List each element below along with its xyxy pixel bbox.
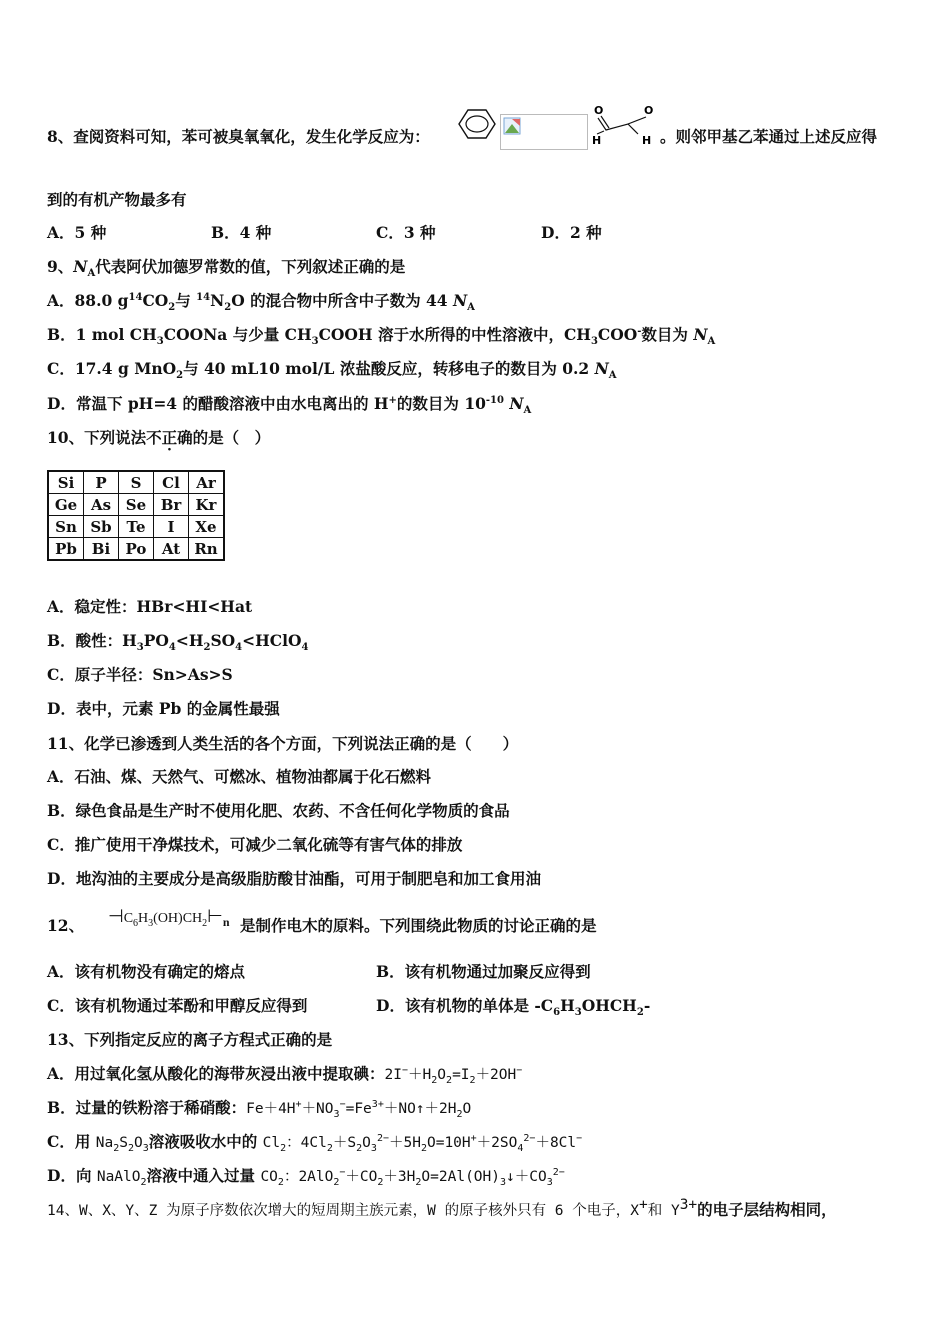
q11-stem: 11、化学已渗透到人类生活的各个方面，下列说法正确的是（ ）: [47, 734, 519, 753]
q11-option-d: D．地沟油的主要成分是高级脂肪酸甘油酯，可用于制肥皂和加工食用油: [47, 869, 541, 888]
q13-option-d: D．向 NaAlO$_2$溶液中通入过量 $CO_2$：$2AlO_2^-+CO_2+3H_2O=2Al(OH)_3↓+CO_3^{2-}$: [47, 1166, 565, 1188]
q9-option-d: D．常温下 pH=4 的醋酸溶液中由水电离出的 H+的数目为 $10^{-10}$ $N_A$: [47, 394, 532, 417]
q8-option-d: D．2 种: [541, 223, 602, 242]
q12-stem: 是制作电木的原料。下列围绕此物质的讨论正确的是: [240, 916, 597, 935]
q12-option-d: D．该有机物的单体是 $-C_6H_3OHCH_2-$: [376, 996, 651, 1019]
benzene-structure-icon: [455, 104, 499, 144]
q12-option-b: B．该有机物通过加聚反应得到: [376, 962, 591, 981]
table-row: Sn Sb Te I Xe: [48, 516, 224, 538]
q8-stem: 8、查阅资料可知，苯可被臭氧氧化，发生化学反应为：: [47, 127, 430, 146]
table-row: Pb Bi Po At Rn: [48, 538, 224, 561]
q12-polymer-formula: $⊣C_6H_3(OH)CH_2⊢_n$: [108, 906, 230, 929]
emphasis-not-correct: 不正确: [146, 428, 193, 447]
q12-option-c: C．该有机物通过苯酚和甲醇反应得到: [47, 996, 308, 1015]
q11-option-b: B．绿色食品是生产时不使用化肥、农药、不含任何化学物质的食品: [47, 801, 510, 820]
atom-label-o-right: O: [644, 104, 654, 117]
table-row: Si P S Cl Ar: [48, 471, 224, 494]
q9-option-b: B．1 mol $CH_3COONa$ 与少量 $CH_3COOH$ 溶于水所得的中性溶液中，$CH_3COO^-$数目为 $N_A$: [47, 325, 716, 348]
q12-option-a: A．该有机物没有确定的熔点: [47, 962, 246, 981]
q13-option-c: C．用 $Na_2S_2O_3$溶液吸收水中的 $Cl_2$：$4Cl_2+S_2O_3^{2-}+5H_2O=10H^++2SO_4^{2-}+8Cl^-$: [47, 1132, 583, 1154]
q10-stem: 10、下列说法不正确的是（ ）: [47, 428, 271, 447]
glyoxal-structure-icon: [588, 100, 658, 150]
q13-option-b: B．过量的铁粉溶于稀硝酸：$Fe+4H^++NO_3^-=Fe^{3+}+NO↑+2H_2O$: [47, 1098, 472, 1120]
atom-label-o-left: O: [594, 104, 604, 117]
q8-option-a: A．5 种: [47, 223, 107, 242]
q8-stem-suffix: 。则邻甲基乙苯通过上述反应得: [660, 127, 878, 146]
q10-option-c: C．原子半径：Sn>As>S: [47, 665, 233, 684]
q10-option-d: D．表中，元素 Pb 的金属性最强: [47, 699, 280, 718]
atom-label-h-right: H: [642, 134, 652, 147]
q9-stem: 9、$N_A$代表阿伏加德罗常数的值，下列叙述正确的是: [47, 257, 406, 280]
q10-option-b: B．酸性：$H_3PO_4<H_2SO_4<HClO_4$: [47, 631, 309, 654]
broken-image-placeholder: [500, 114, 588, 150]
broken-image-icon: [503, 117, 521, 135]
q14-stem: 14、W、X、Y、Z 为原子序数依次增大的短周期主族元素，W 的原子核外只有 6 个电子，X+和 $Y^{3+}$的电子层结构相同，: [47, 1196, 837, 1219]
q11-option-a: A．石油、煤、天然气、可燃冰、植物油都属于化石燃料: [47, 767, 432, 786]
q13-option-a: A．用过氧化氢从酸化的海带灰浸出液中提取碘：$2I^-+H_2O_2=I_2+2OH^-$: [47, 1064, 523, 1086]
table-row: Ge As Se Br Kr: [48, 494, 224, 516]
q12-number: 12、: [47, 916, 85, 935]
periodic-table-fragment: [47, 470, 225, 561]
q10-option-a: A．稳定性：HBr<HI<Hat: [47, 597, 253, 616]
atom-label-h-left: H: [592, 134, 602, 147]
q9-option-c: C．17.4 g MnO$_2$与 40 mL10 mol/L 浓盐酸反应，转移电子的数目为 0.2 $N_A$: [47, 359, 617, 382]
q13-stem: 13、下列指定反应的离子方程式正确的是: [47, 1030, 333, 1049]
q11-option-c: C．推广使用干净煤技术，可减少二氧化硫等有害气体的排放: [47, 835, 463, 854]
q8-stem-cont: 到的有机产物最多有: [47, 190, 187, 209]
q8-option-b: B．4 种: [211, 223, 272, 242]
q9-option-a: A．88.0 $g^{14}CO_2$与 $^{14}N_2O$ 的混合物中所含中子数为 44 $N_A$: [47, 291, 475, 314]
q8-option-c: C．3 种: [376, 223, 436, 242]
